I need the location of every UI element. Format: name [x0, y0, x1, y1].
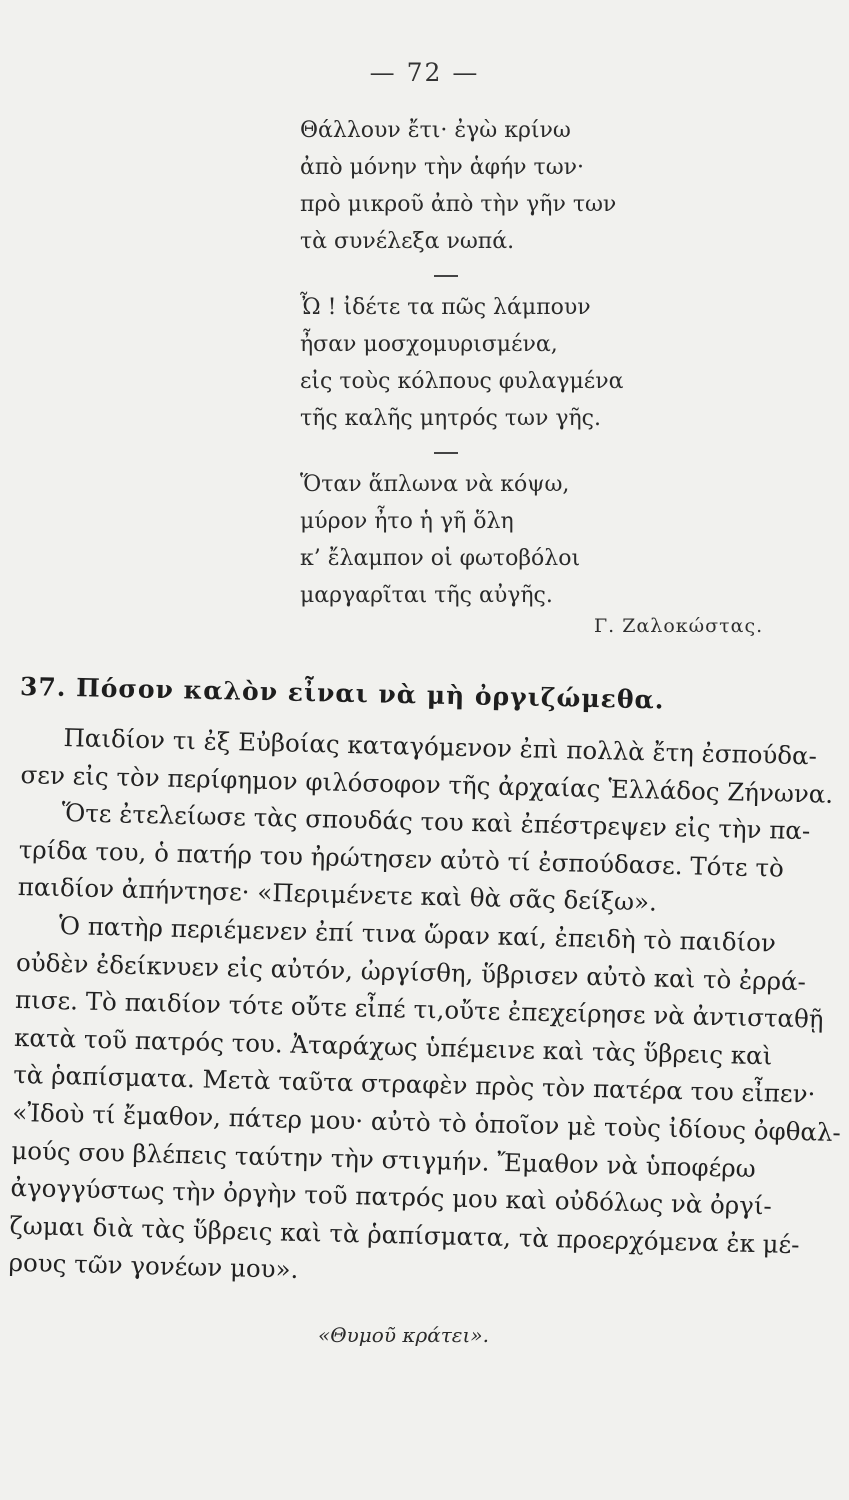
poem-line: πρὸ μικροῦ ἀπὸ τὴν γῆν των [300, 192, 617, 217]
poem-line: τὰ συνέλεξα νωπά. [300, 229, 515, 254]
prose-line: οὐδὲν ἐδείκνυεν εἰς αὐτόν, ὠργίσθη, ὕβρισεν αὐτὸ καὶ τὸ ἐρρά- [15, 947, 807, 996]
prose-line: Παιδίον τι ἐξ Εὐβοίας καταγόμενον ἐπὶ πολλὰ ἔτη ἐσπούδα- [63, 723, 818, 771]
prose-line: ἀγογγύστως τὴν ὀργὴν τοῦ πατρός μου καὶ οὐδόλως νὰ ὀργί- [10, 1172, 773, 1221]
prose-line: παιδίον ἀπήντησε· «Περιμένετε καὶ θὰ σᾶς δείξω». [17, 872, 658, 917]
prose-line: «Ἰδοὺ τί ἔμαθον, πάτερ μου· αὐτὸ τὸ ὁποῖον μὲ τοὺς ἰδίους ὀφθαλ- [12, 1097, 842, 1148]
poem [300, 112, 720, 614]
stanza-divider [434, 452, 458, 454]
prose-line: Ὅτε ἐτελείωσε τὰς σπουδάς του καὶ ἐπέστρεψεν εἰς τὴν πα- [61, 798, 811, 846]
prose-line: μούς σου βλέπεις ταύτην τὴν στιγμήν. Ἔμαθον νὰ ὑποφέρω [11, 1135, 757, 1183]
prose-line: ζωμαι διὰ τὰς ὕβρεις καὶ τὰ ῥαπίσματα, τὰ προερχόμενα ἐκ μέ- [9, 1210, 800, 1259]
poem-line: μύρον ἦτο ἡ γῆ ὅλη [300, 509, 514, 534]
prose-line: τρίδα του, ὁ πατήρ του ἠρώτησεν αὐτὸ τί ἐσπούδασε. Τότε τὸ [18, 834, 785, 883]
prose-body [8, 718, 842, 1301]
poem-line: κ’ ἔλαμπον οἱ φωτοβόλοι [300, 546, 581, 571]
poem-line: εἰς τοὺς κόλπους φυλαγμένα [300, 369, 624, 394]
prose-line: τὰ ῥαπίσματα. Μετὰ ταῦτα στραφὲν πρὸς τὸν πατέρα του εἶπεν· [12, 1060, 816, 1109]
poem-line: Θάλλουν ἔτι· ἐγὼ κρίνω [300, 118, 571, 143]
stanza-divider [434, 275, 458, 277]
page-number: — 72 — [369, 58, 480, 87]
poem-stanza [300, 112, 720, 260]
poem-author: Γ. Ζαλοκώστας. [594, 615, 764, 637]
poem-stanza [300, 289, 720, 437]
poem-line: μαργαρῖται τῆς αὐγῆς. [300, 583, 553, 608]
prose-line: κατὰ τοῦ πατρός του. Ἀταράχως ὑπέμεινε καὶ τὰς ὕβρεις καὶ [13, 1022, 773, 1071]
section-title: 37. Πόσον καλὸν εἶναι νὰ μὴ ὀργιζώμεθα. [19, 672, 665, 715]
poem-line: Ὅταν ἅπλωνα νὰ κόψω, [300, 472, 570, 497]
poem-line: ἀπὸ μόνην τὴν ἁφήν των· [300, 155, 585, 180]
moral-signoff: «Θυμοῦ κράτει». [318, 1323, 489, 1347]
prose-line: πισε. Τὸ παιδίον τότε οὔτε εἶπέ τι,οὔτε ἐπεχείρησε νὰ ἀντισταθῇ [14, 985, 824, 1034]
prose-line: ρους τῶν γονέων μου». [8, 1248, 299, 1285]
prose-paragraph [8, 718, 842, 1301]
prose-line: Ὁ πατὴρ περιέμενεν ἐπί τινα ὥραν καί, ἐπειδὴ τὸ παιδίον [58, 910, 777, 958]
poem-stanza [300, 466, 720, 614]
poem-line: Ὦ ! ἰδέτε τα πῶς λάμπουν [300, 295, 591, 320]
prose-line: σεν εἰς τὸν περίφημον φιλόσοφον τῆς ἀρχαίας Ἑλλάδος Ζήνωνα. [20, 759, 834, 809]
poem-line: τῆς καλῆς μητρός των γῆς. [300, 406, 601, 431]
poem-line: ἦσαν μοσχομυρισμένα, [300, 332, 558, 357]
